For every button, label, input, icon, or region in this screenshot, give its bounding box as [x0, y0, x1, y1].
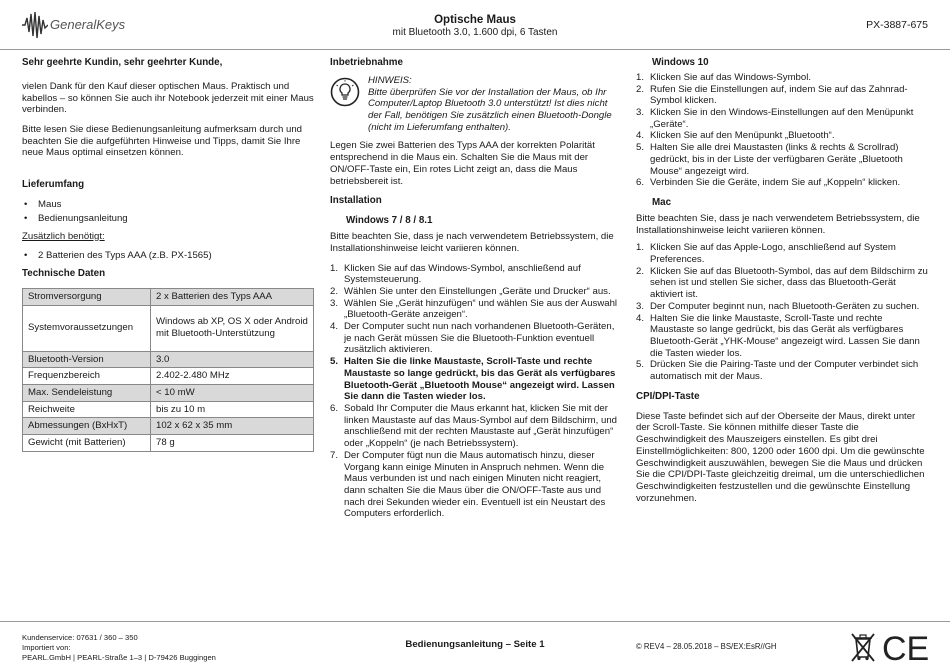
step-number: 5. — [636, 142, 645, 154]
step-number: 3. — [330, 297, 339, 309]
step-number: 5. — [330, 356, 339, 368]
step-text: Halten Sie die linke Maustaste, Scroll-Taste und rechte Maustaste so lange gedrückt, bis das Gerät als verfügbares Bluetooth-Gerät „Bluetooth Mouse“ angezeigt wird. Lassen Sie dann die Tasten wieder los. — [344, 356, 616, 403]
list-item — [636, 84, 928, 107]
step-number: 2. — [636, 83, 645, 95]
step-number: 6. — [636, 177, 645, 189]
step-text: Halten Sie die linke Maustaste, Scroll-Taste und rechte Maustaste so lange gedrückt, bis das Gerät als verfügbares Bluetooth-Gerät „YHK-Mouse“ angezeigt wird. Lassen Sie dann die Tasten wieder los. — [650, 312, 920, 359]
importer-label: Importiert von: — [22, 642, 71, 652]
document-title: Optische Maus — [434, 14, 516, 26]
spec-value: < 10 mW — [151, 384, 314, 401]
step-number: 4. — [330, 321, 339, 333]
column-right — [636, 57, 928, 512]
step-text: Halten Sie alle drei Maustasten (links & rechts & Scrollrad) gedrückt, bis in der Liste der verfügbaren Geräte „Bluetooth Mouse“ angezeigt wird. — [650, 142, 903, 177]
spec-label: Stromversorgung — [23, 288, 151, 305]
spec-label: Reichweite — [23, 401, 151, 418]
spec-label: Systemvoraussetzungen — [23, 305, 151, 351]
list-item — [636, 242, 928, 265]
step-text: Wählen Sie unter den Einstellungen „Geräte und Drucker“ aus. — [344, 285, 611, 297]
windows-intro: Bitte beachten Sie, dass je nach verwendetem Betriebssystem, die Installationshinweise leicht variieren können. — [330, 231, 614, 254]
windows10-heading: Windows 10 — [652, 57, 709, 68]
list-item — [636, 142, 928, 177]
weee-bin-icon — [850, 631, 876, 663]
windows-steps — [330, 263, 618, 520]
step-number: 2. — [636, 265, 645, 277]
spec-table — [22, 288, 314, 452]
step-text: Klicken Sie auf das Windows-Symbol, anschließend auf Systemsteuerung. — [344, 262, 581, 286]
scope-heading: Lieferumfang — [22, 179, 85, 191]
table-row — [23, 384, 314, 401]
list-item — [330, 356, 618, 403]
page-footer — [0, 621, 950, 671]
step-number: 2. — [330, 285, 339, 297]
step-number: 5. — [636, 359, 645, 371]
table-row — [23, 368, 314, 385]
list-item: • 2 Batterien des Typs AAA (z.B. PX-1565) — [22, 250, 315, 262]
install-heading: Installation — [330, 195, 382, 207]
mac-intro: Bitte beachten Sie, dass je nach verwendetem Betriebssystem, die Installationshinweise leicht variieren können. — [636, 212, 920, 236]
step-text: Sobald Ihr Computer die Maus erkannt hat, klicken Sie mit der linken Maustaste auf das Maus-Symbol auf dem Bildschirm, und anschließend mit der rechten Maustaste auf „Gerät hinzufügen“ oder „Koppeln“ (je nach Betriebssystem). — [344, 402, 618, 450]
spec-value: 102 x 62 x 35 mm — [151, 418, 314, 435]
list-item — [636, 130, 928, 142]
mac-heading: Mac — [652, 196, 672, 208]
step-number: 7. — [330, 449, 339, 461]
setup-heading: Inbetriebnahme — [330, 57, 403, 68]
column-middle — [330, 57, 618, 526]
list-item — [636, 107, 928, 130]
step-number: 1. — [330, 262, 339, 274]
step-number: 4. — [636, 130, 645, 142]
spec-label: Frequenzbereich — [23, 368, 151, 385]
intro-paragraph-2: Bitte lesen Sie diese Bedienungsanleitung aufmerksam durch und beachten Sie die aufgeführten Hinweise und Tipps, damit Sie Ihre neue Maus optimal einsetzen können. — [22, 124, 302, 159]
brand-name: GeneralKeys — [50, 17, 126, 33]
document-subtitle: mit Bluetooth 3.0, 1.600 dpi, 6 Tasten — [392, 27, 558, 38]
list-item — [330, 286, 618, 298]
step-text: Der Computer sucht nun nach vorhandenen Bluetooth-Geräten, je nach Gerät müssen Sie die Bluetooth-Funktion eventuell zusätzlich aktivieren. — [344, 321, 615, 356]
notice-box — [330, 75, 618, 134]
step-number: 3. — [636, 300, 645, 312]
spec-label: Max. Sendeleistung — [23, 384, 151, 401]
step-text: Klicken Sie in den Windows-Einstellungen auf den Menüpunkt „Geräte“. — [650, 107, 914, 130]
list-item — [636, 177, 928, 189]
intro-paragraph-1: vielen Dank für den Kauf dieser optischen Maus. Praktisch und kabellos – so können Sie auch ihr Notebook jederzeit mit einer Maus verbinden. — [22, 80, 314, 116]
step-text: Klicken Sie auf das Apple-Logo, anschließend auf System Preferences. — [650, 242, 896, 266]
list-item — [636, 266, 928, 301]
list-item — [330, 450, 618, 520]
list-item — [330, 263, 618, 286]
page-label: Bedienungsanleitung – Seite 1 — [405, 639, 545, 650]
list-item — [330, 403, 618, 450]
table-row — [23, 435, 314, 452]
extra-list — [22, 250, 315, 262]
list-item — [636, 313, 928, 360]
scope-list — [22, 199, 315, 224]
greeting: Sehr geehrte Kundin, sehr geehrter Kunde, — [22, 57, 223, 68]
battery-paragraph: Legen Sie zwei Batterien des Typs AAA der korrekten Polarität entsprechend in die Maus ein. Schalten Sie die Maus mit der ON/OFF-Taste ein, Ein rotes Licht zeigt an, dass die Maus betriebsbereit ist. — [330, 140, 595, 187]
step-number: 6. — [330, 402, 339, 414]
importer-address: PEARL.GmbH | PEARL-Straße 1–3 | D-79426 Buggingen — [22, 652, 216, 662]
service-phone: Kundenservice: 07631 / 360 – 350 — [22, 633, 138, 642]
step-text: Klicken Sie auf den Menüpunkt „Bluetooth“. — [650, 130, 835, 142]
spec-value: 2 x Batterien des Typs AAA — [151, 288, 314, 305]
extra-heading: Zusätzlich benötigt: — [22, 230, 105, 242]
notice-text: Bitte überprüfen Sie vor der Installation der Maus, ob Ihr Computer/Laptop Bluetooth 3.0 unterstützt! Ist dies nicht der Fall, benötigen Sie zusätzlich einen Bluetooth-Dongle (nicht im Lieferumfang enthalten). — [368, 86, 612, 133]
spec-value: Windows ab XP, OS X oder Android mit Bluetooth-Unterstützung — [151, 305, 314, 351]
step-text: Wählen Sie „Gerät hinzufügen“ und wählen Sie aus der Auswahl „Bluetooth-Geräte anzeigen“. — [344, 297, 618, 321]
spec-value: 3.0 — [151, 351, 314, 368]
table-row — [23, 305, 314, 351]
step-text: Klicken Sie auf das Windows-Symbol. — [650, 71, 812, 83]
step-number: 4. — [636, 312, 645, 324]
step-text: Rufen Sie die Einstellungen auf, indem Sie auf das Zahnrad-Symbol klicken. — [650, 83, 908, 107]
list-item — [636, 301, 928, 313]
spec-label: Gewicht (mit Batterien) — [23, 435, 151, 452]
list-item: • Maus — [22, 199, 315, 211]
table-row — [23, 288, 314, 305]
revision-info: © REV4 – 28.05.2018 – BS/EX:EsR//GH — [636, 642, 777, 651]
step-text: Verbinden Sie die Geräte, indem Sie auf „Koppeln“ klicken. — [650, 177, 901, 189]
spec-value: 2.402-2.480 MHz — [151, 368, 314, 385]
step-text: Drücken Sie die Pairing-Taste und der Computer verbindet sich automatisch mit der Maus. — [650, 359, 919, 383]
list-item — [330, 298, 618, 321]
step-number: 1. — [636, 71, 645, 83]
list-item — [330, 321, 618, 356]
cpi-paragraph: Diese Taste befindet sich auf der Oberseite der Maus, direkt unter der Scroll-Taste. Sie können mithilfe dieser Taste die Geschwindigkeit des Mauszeigers einstellen. Es gibt drei Einstellmöglichkeiten: 800, 1200 oder 1600 dpi. Um die gewünschte Geschwindigkeit auszuwählen, bewegen Sie die Maus und drücken Sie die CPI/DPI-Taste gleichzeitig dreimal, um die unterschiedlichen Geschwindigkeiten festzustellen und die gewünschte Einstellung vorzunehmen. — [636, 410, 925, 504]
step-text: Der Computer beginnt nun, nach Bluetooth-Geräten zu suchen. — [650, 300, 920, 312]
compliance-marks — [850, 631, 930, 663]
mac-steps — [636, 242, 928, 382]
list-item — [636, 72, 928, 84]
step-number: 1. — [636, 242, 645, 254]
list-item — [636, 359, 928, 382]
windows-heading: Windows 7 / 8 / 8.1 — [346, 215, 433, 227]
tech-heading: Technische Daten — [22, 267, 106, 279]
ce-mark-icon — [882, 631, 930, 663]
table-row — [23, 418, 314, 435]
spec-label: Bluetooth-Version — [23, 351, 151, 368]
spec-value: bis zu 10 m — [151, 401, 314, 418]
notice-content — [368, 75, 618, 134]
list-item: • Bedienungsanleitung — [22, 213, 315, 225]
spec-value: 78 g — [151, 435, 314, 452]
column-left — [22, 57, 315, 452]
notice-title: HINWEIS: — [368, 74, 412, 86]
cpi-heading: CPI/DPI-Taste — [636, 390, 700, 402]
ce-mark-text: CE — [882, 631, 930, 663]
table-row — [23, 351, 314, 368]
spec-label: Abmessungen (BxHxT) — [23, 418, 151, 435]
product-code: PX-3887-675 — [866, 19, 928, 31]
step-number: 3. — [636, 107, 645, 119]
step-text: Klicken Sie auf das Bluetooth-Symbol, das auf dem Bildschirm zu sehen ist und stellen Sie sicher, dass das Bluetooth-Gerät aktiviert ist. — [650, 265, 928, 301]
table-row — [23, 401, 314, 418]
windows10-steps — [636, 72, 928, 189]
page-header — [0, 0, 950, 50]
step-text: Der Computer fügt nun die Maus automatisch hinzu, dieser Vorgang kann einige Minuten in Anspruch nehmen. Wenn die Maus verbunden ist und nach einigen Minuten nicht reagiert, dann schalten Sie die Maus über die ON/OFF-Taste aus und nach drei Sekunden wieder ein. Eventuell ist ein Neustart des Computers erforderlich. — [344, 449, 606, 520]
lightbulb-icon — [330, 77, 360, 107]
